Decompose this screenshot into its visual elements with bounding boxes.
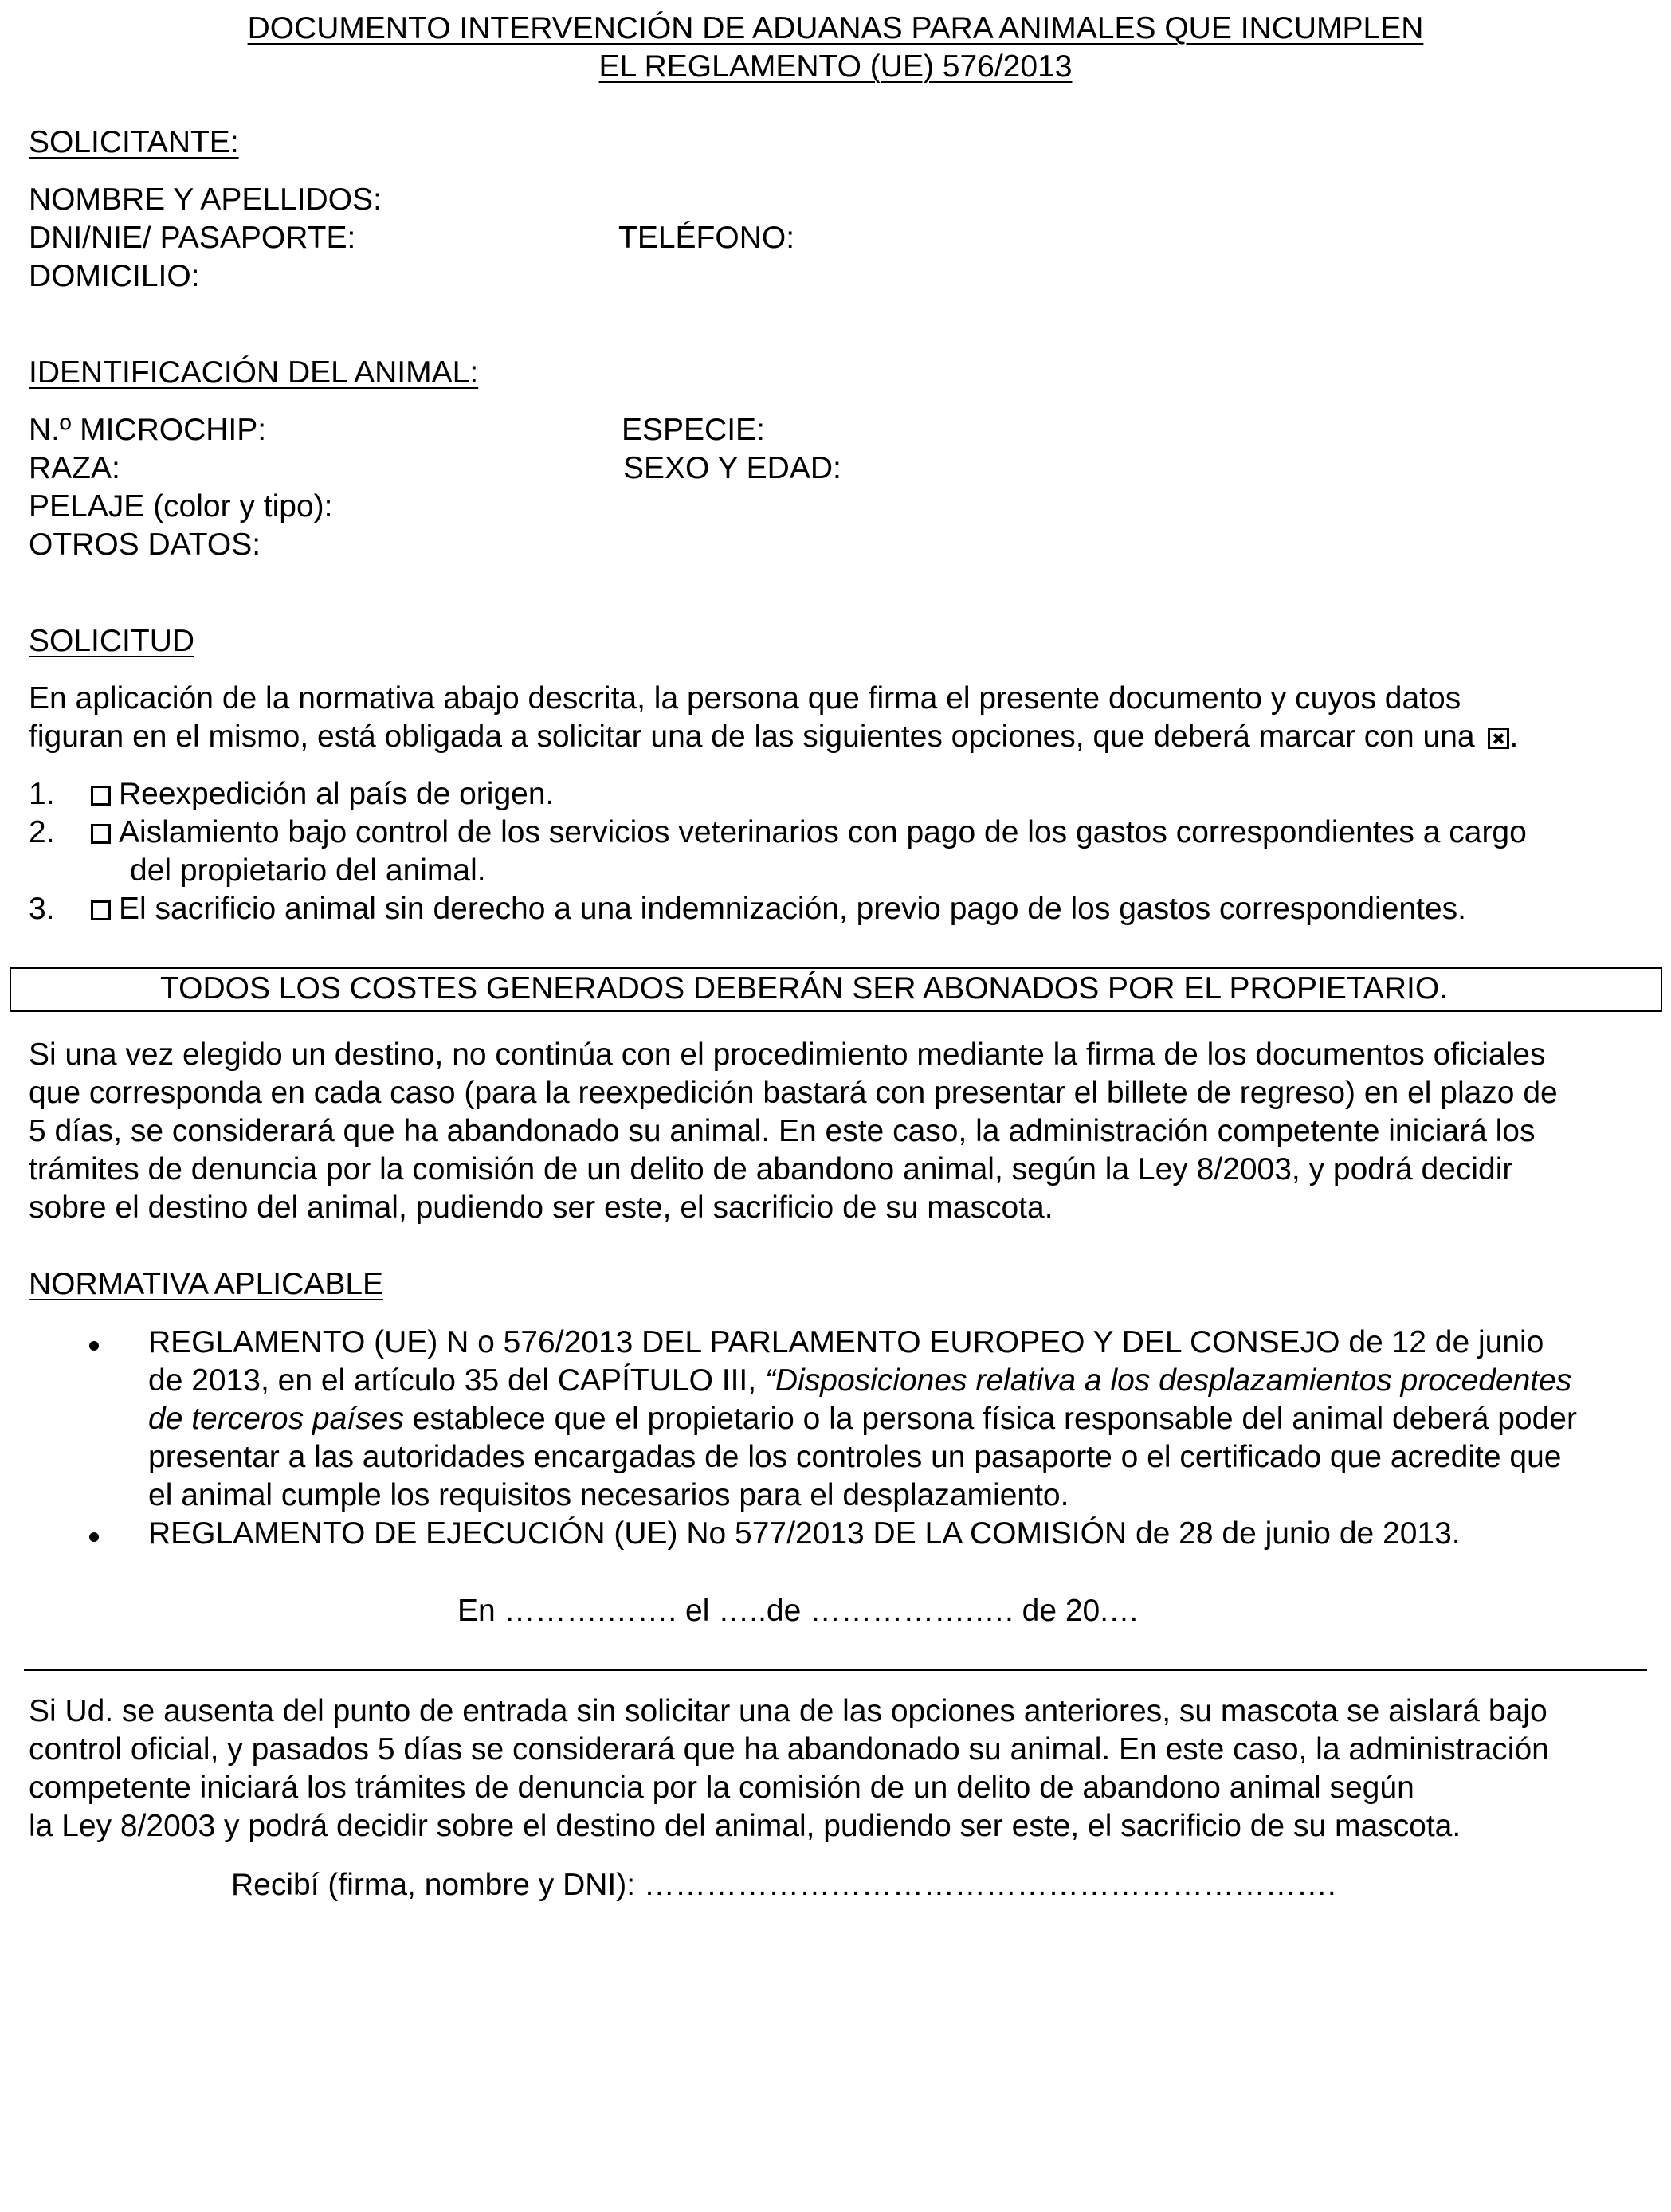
ausencia-line-3: competente iniciará los trámites de denuncia por la comisión de un delito de abandono animal según <box>29 1771 1414 1805</box>
animal-heading: IDENTIFICACIÓN DEL ANIMAL: <box>29 355 479 390</box>
abandono-line-3: 5 días, se considerará que ha abandonado su animal. En este caso, la administración competente iniciará los <box>29 1114 1536 1148</box>
option-1-number: 1. <box>29 777 55 811</box>
document-title-line1: DOCUMENTO INTERVENCIÓN DE ADUANAS PARA ANIMALES QUE INCUMPLEN <box>247 11 1424 45</box>
ausencia-line-4: la Ley 8/2003 y podrá decidir sobre el destino del animal, pudiendo ser este, el sacrificio de su mascota. <box>29 1809 1461 1843</box>
solicitud-intro-text: figuran en el mismo, está obligada a solicitar una de las siguientes opciones, que deberá marcar con una <box>29 720 1475 754</box>
normativa-item1-line2-plain: de 2013, en el artículo 35 del CAPÍTULO III, <box>148 1363 765 1398</box>
option-1-checkbox[interactable] <box>91 786 111 806</box>
raza-label: RAZA: <box>29 451 120 485</box>
especie-label: ESPECIE: <box>622 413 765 447</box>
normativa-heading: NORMATIVA APLICABLE <box>29 1267 384 1301</box>
abandono-line-1: Si una vez elegido un destino, no continúa con el procedimiento mediante la firma de los documentos oficiales <box>29 1037 1546 1072</box>
checked-box-icon <box>1488 728 1509 749</box>
option-2-checkbox[interactable] <box>91 824 111 844</box>
normativa-item1-line1: REGLAMENTO (UE) N o 576/2013 DEL PARLAMENTO EUROPEO Y DEL CONSEJO de 12 de junio <box>148 1325 1544 1359</box>
option-2[interactable] <box>91 814 1527 852</box>
option-2-label-cont: del propietario del animal. <box>130 853 486 888</box>
nombre-label: NOMBRE Y APELLIDOS: <box>29 182 382 217</box>
sexo-edad-label: SEXO Y EDAD: <box>623 451 841 485</box>
signature-receipt-line[interactable]: Recibí (firma, nombre y DNI): …………………………………………………………. <box>231 1868 1336 1902</box>
normativa-item1-line2-italic: “Disposiciones relativa a los desplazamientos procedentes <box>764 1363 1572 1398</box>
pelaje-label: PELAJE (color y tipo): <box>29 489 333 524</box>
dni-label: DNI/NIE/ PASAPORTE: <box>29 221 356 255</box>
normativa-item1-line3-italic: de terceros países <box>148 1402 404 1436</box>
solicitud-intro-end: . <box>1509 720 1519 754</box>
bullet-icon <box>89 1341 99 1351</box>
solicitud-heading: SOLICITUD <box>29 624 195 658</box>
option-3-label: El sacrificio animal sin derecho a una indemnización, previo pago de los gastos correspondientes. <box>119 892 1466 926</box>
microchip-label: N.º MICROCHIP: <box>29 413 267 447</box>
normativa-item1-line4: presentar a las autoridades encargadas de los controles un pasaporte o el certificado que acredite que <box>148 1440 1562 1474</box>
ausencia-line-1: Si Ud. se ausenta del punto de entrada sin solicitar una de las opciones anteriores, su mascota se aislará bajo <box>29 1694 1547 1728</box>
telefono-label: TELÉFONO: <box>618 221 795 255</box>
section-divider <box>24 1669 1647 1671</box>
ausencia-line-2: control oficial, y pasados 5 días se considerará que ha abandonado su animal. En este caso, la administración <box>29 1732 1549 1767</box>
option-3-number: 3. <box>29 892 55 926</box>
abandono-line-5: sobre el destino del animal, pudiendo ser este, el sacrificio de su mascota. <box>29 1190 1053 1225</box>
domicilio-label: DOMICILIO: <box>29 259 200 293</box>
solicitante-heading: SOLICITANTE: <box>29 125 239 159</box>
normativa-item1-line3-plain: establece que el propietario o la persona física responsable del animal deberá poder <box>403 1402 1577 1436</box>
option-1-label: Reexpedición al país de origen. <box>119 777 555 811</box>
option-3-checkbox[interactable] <box>91 900 111 920</box>
abandono-line-2: que corresponda en cada caso (para la reexpedición bastará con presentar el billete de regreso) en el plazo de <box>29 1076 1558 1110</box>
otros-datos-label: OTROS DATOS: <box>29 528 261 562</box>
document-title-line2: EL REGLAMENTO (UE) 576/2013 <box>598 49 1073 84</box>
normativa-item1-line5: el animal cumple los requisitos necesarios para el desplazamiento. <box>148 1478 1069 1512</box>
normativa-item2: REGLAMENTO DE EJECUCIÓN (UE) No 577/2013 DE LA COMISIÓN de 28 de junio de 2013. <box>148 1516 1461 1551</box>
costs-notice-text: TODOS LOS COSTES GENERADOS DEBERÁN SER ABONADOS POR EL PROPIETARIO. <box>160 971 1448 1006</box>
date-place-line[interactable]: En ……….……. el …..de …………….…. de 20.… <box>457 1594 1140 1628</box>
normativa-item1-line3 <box>148 1400 1577 1438</box>
option-3[interactable] <box>91 890 1466 928</box>
abandono-line-4: trámites de denuncia por la comisión de un delito de abandono animal, según la Ley 8/2003, y podrá decidir <box>29 1152 1513 1186</box>
solicitud-intro-line2 <box>29 718 1518 756</box>
option-2-number: 2. <box>29 815 55 849</box>
bullet-icon <box>89 1532 99 1542</box>
option-2-label: Aislamiento bajo control de los servicios veterinarios con pago de los gastos correspondientes a cargo <box>119 815 1527 849</box>
costs-notice-box <box>10 967 1662 1012</box>
option-1[interactable] <box>91 775 554 814</box>
normativa-item1-line2 <box>148 1362 1571 1400</box>
solicitud-intro-line1: En aplicación de la normativa abajo descrita, la persona que firma el presente documento y cuyos datos <box>29 681 1461 716</box>
